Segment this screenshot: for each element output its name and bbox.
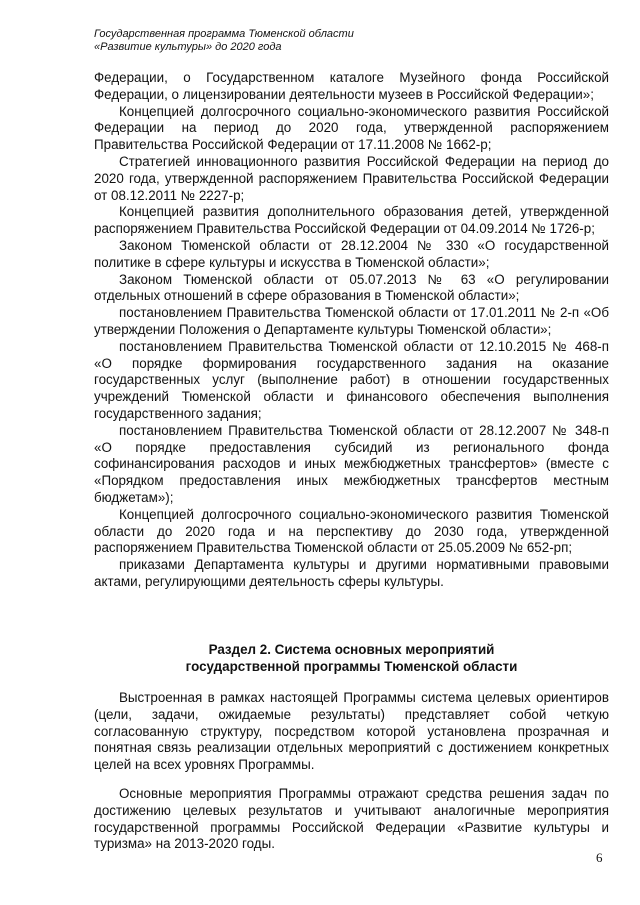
header-line-2: «Развитие культуры» до 2020 года — [94, 41, 282, 53]
paragraph: постановлением Правительства Тюменской области от 12.10.2015 № 468-п «О порядке формирования государственного задания на оказание государственных услуг (выполнение работ) в отношении государственных учреждений Тюменской области и финансового обеспечения выполнения государственного задания; — [94, 338, 609, 421]
page-number: 6 — [596, 850, 603, 865]
section-body — [94, 690, 609, 853]
section-heading — [94, 641, 609, 675]
header-line-1: Государственная программа Тюменской области — [94, 28, 354, 40]
paragraph: приказами Департамента культуры и другими нормативными правовыми актами, регулирующими деятельность сферы культуры. — [94, 557, 609, 589]
paragraph: Выстроенная в рамках настоящей Программы система целевых ориентиров (цели, задачи, ожидаемые результаты) представляет собой четкую согласованную структуру, посредством которой установлена прозрачная и понятная связь реализации отдельных мероприятий с достижением конкретных целей на всех уровнях Программы. — [94, 690, 609, 773]
paragraph: Законом Тюменской области от 28.12.2004 № 330 «О государственной политике в сфере культуры и искусства в Тюменской области»; — [94, 237, 609, 270]
paragraph: постановлением Правительства Тюменской области от 28.12.2007 № 348-п «О порядке предоставления субсидий из регионального фонда софинансирования расходов и иных межбюджетных трансфертов» (вместе с «Порядком предоставления иных межбюджетных трансфертов местным бюджетам»); — [94, 422, 609, 505]
section-title-line-1: Раздел 2. Система основных мероприятий — [208, 642, 495, 657]
paragraph: Федерации, о Государственном каталоге Музейного фонда Российской Федерации, о лицензировании деятельности музеев в Российской Федерации»; — [94, 70, 609, 102]
paragraph: Концепцией развития дополнительного образования детей, утвержденной распоряжением Правительства Российской Федерации от 04.09.2014 № 1726-р; — [94, 204, 609, 237]
section-title-line-2: государственной программы Тюменской области — [185, 659, 518, 674]
document-body — [94, 70, 609, 591]
paragraph: Основные мероприятия Программы отражают средства решения задач по достижению целевых результатов и учитывают аналогичные мероприятия государственной программы Российской Федерации «Развитие культуры и туризма» на 2013-2020 годы. — [94, 785, 609, 852]
paragraph: Стратегией инновационного развития Российской Федерации на период до 2020 года, утвержденной распоряжением Правительства Российской Федерации от 08.12.2011 № 2227-р; — [94, 153, 609, 203]
running-header — [94, 28, 554, 54]
paragraph: постановлением Правительства Тюменской области от 17.01.2011 № 2-п «Об утверждении Положения о Департаменте культуры Тюменской области»; — [94, 305, 609, 337]
paragraph: Законом Тюменской области от 05.07.2013 № 63 «О регулировании отдельных отношений в сфере образования в Тюменской области»; — [94, 271, 609, 304]
paragraph: Концепцией долгосрочного социально-экономического развития Тюменской области до 2020 года и на перспективу до 2030 года, утвержденной распоряжением Правительства Тюменской области от 25.05.2009 № 652-рп; — [94, 506, 609, 556]
paragraph: Концепцией долгосрочного социально-экономического развития Российской Федерации на период до 2020 года, утвержденной распоряжением Правительства Российской Федерации от 17.11.2008 № 1662-р; — [94, 103, 609, 153]
